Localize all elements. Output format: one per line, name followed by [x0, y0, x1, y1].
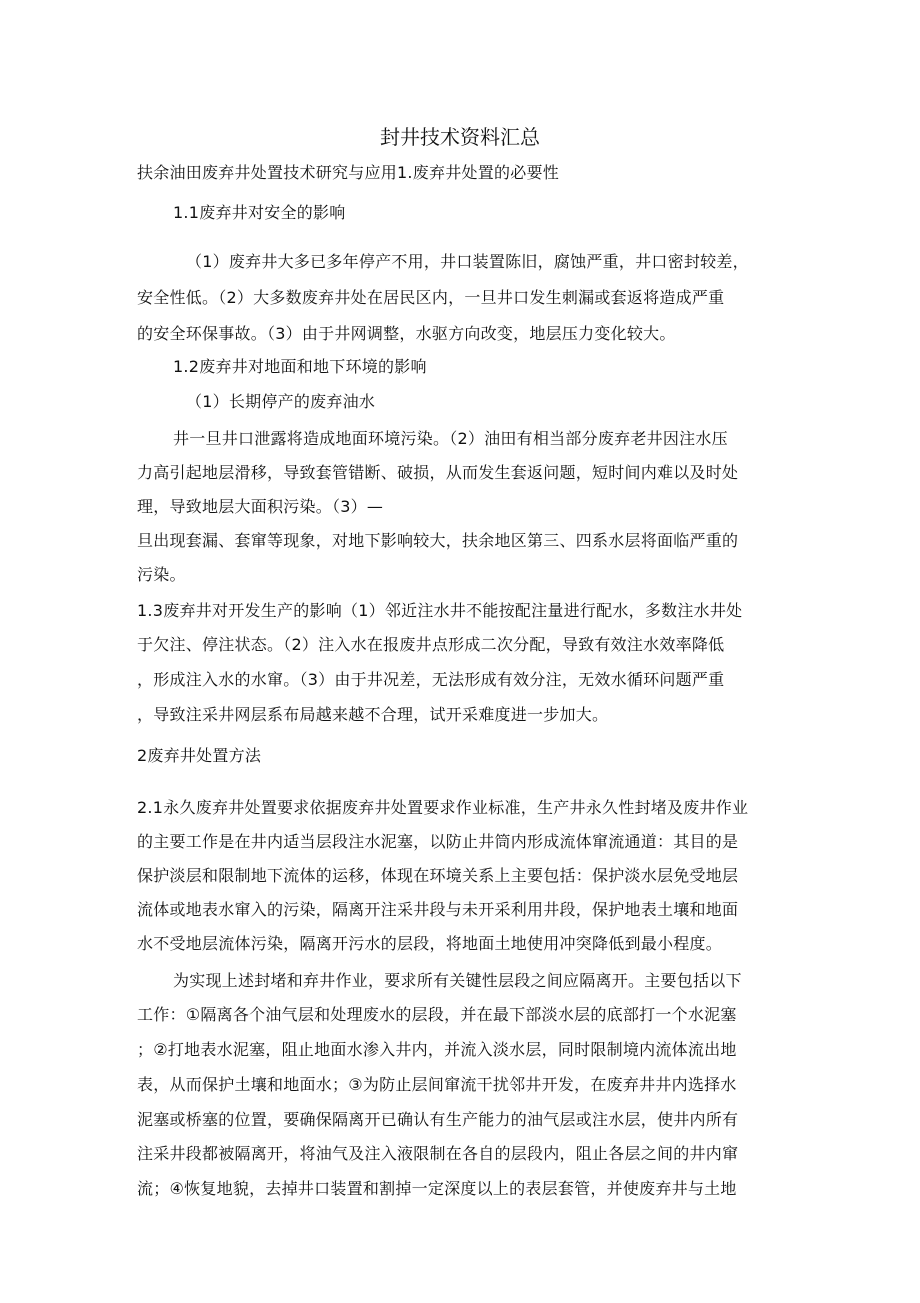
text-line: 的安全环保事故。（3）由于井网调整，水驱方向改变，地层压力变化较大。 [137, 324, 676, 343]
text-line: 污染。 [137, 565, 186, 584]
text-line: 水不受地层流体污染，隔离开污水的层段，将地面土地使用冲突降低到最小程度。 [137, 934, 723, 953]
text-line: 表，从而保护土壤和地面水；③为防止层间窜流干扰邻井开发，在废弃井井内选择水 [137, 1075, 737, 1094]
text-line: ，导致注采井网层系布局越来越不合理，试开采难度进一步加大。 [137, 705, 609, 724]
text-line: 注采井段都被隔离开，将油气及注入液限制在各自的层段内，阻止各层之间的井内窜 [137, 1144, 739, 1163]
text-line: 工作：①隔离各个油气层和处理废水的层段，并在最下部淡水层的底部打一个水泥塞 [137, 1005, 737, 1024]
text-line: 安全性低。（2）大多数废弃井处在居民区内，一旦井口发生刺漏或套返将造成严重 [137, 288, 725, 307]
text-line: 1.3废弃井对开发生产的影响（1）邻近注水井不能按配注量进行配水，多数注水井处 [137, 601, 743, 620]
text-line: ；②打地表水泥塞，阻止地面水渗入井内，并流入淡水层，同时限制境内流体流出地 [137, 1040, 737, 1059]
text-line: 旦出现套漏、套窜等现象，对地下影响较大，扶余地区第三、四系水层将面临严重的 [137, 531, 739, 550]
text-line: 理，导致地层大面积污染。（3）— [137, 497, 384, 516]
text-line: 力高引起地层滑移，导致套管错断、破损，从而发生套返问题，短时间内难以及时处 [137, 463, 739, 482]
text-line: 为实现上述封堵和弃井作业，要求所有关键性层段之间应隔离开。主要包括以下 [173, 971, 742, 990]
document-title: 封井技术资料汇总 [380, 125, 540, 149]
section-heading: 1.2废弃井对地面和地下环境的影响 [173, 357, 427, 376]
section-heading: 2废弃井处置方法 [137, 746, 262, 765]
section-heading: 1.1废弃井对安全的影响 [173, 203, 346, 222]
text-line: 泥塞或桥塞的位置，要确保隔离开已确认有生产能力的油气层或注水层，使井内所有 [137, 1110, 739, 1129]
text-line: 井一旦井口泄露将造成地面环境污染。（2）油田有相当部分废弃老井因注水压 [173, 429, 728, 448]
text-line: 扶余油田废弃井处置技术研究与应用1.废弃井处置的必要性 [137, 163, 560, 182]
text-line: （1）废弃井大多已多年停产不用，井口装置陈旧，腐蚀严重，井口密封较差， [186, 252, 749, 271]
text-line: 流；④恢复地貌，去掉井口装置和割掉一定深度以上的表层套管，并使废弃井与土地 [137, 1179, 737, 1198]
text-line: （1）长期停产的废弃油水 [186, 392, 376, 411]
text-line: 保护淡层和限制地下流体的运移，体现在环境关系上主要包括：保护淡水层免受地层 [137, 866, 739, 885]
text-line: 的主要工作是在井内适当层段注水泥塞，以防止井筒内形成流体窜流通道：其目的是 [137, 832, 739, 851]
text-line: ，形成注入水的水窜。（3）由于井况差，无法形成有效分注，无效水循环问题严重 [137, 670, 725, 689]
text-line: 流体或地表水窜入的污染，隔离开注采井段与未开采利用井段，保护地表土壤和地面 [137, 900, 739, 919]
text-line: 2.1永久废弃井处置要求依据废弃井处置要求作业标准，生产井永久性封堵及废井作业 [137, 798, 749, 817]
text-line: 于欠注、停注状态。（2）注入水在报废井点形成二次分配，导致有效注水效率降低 [137, 635, 725, 654]
